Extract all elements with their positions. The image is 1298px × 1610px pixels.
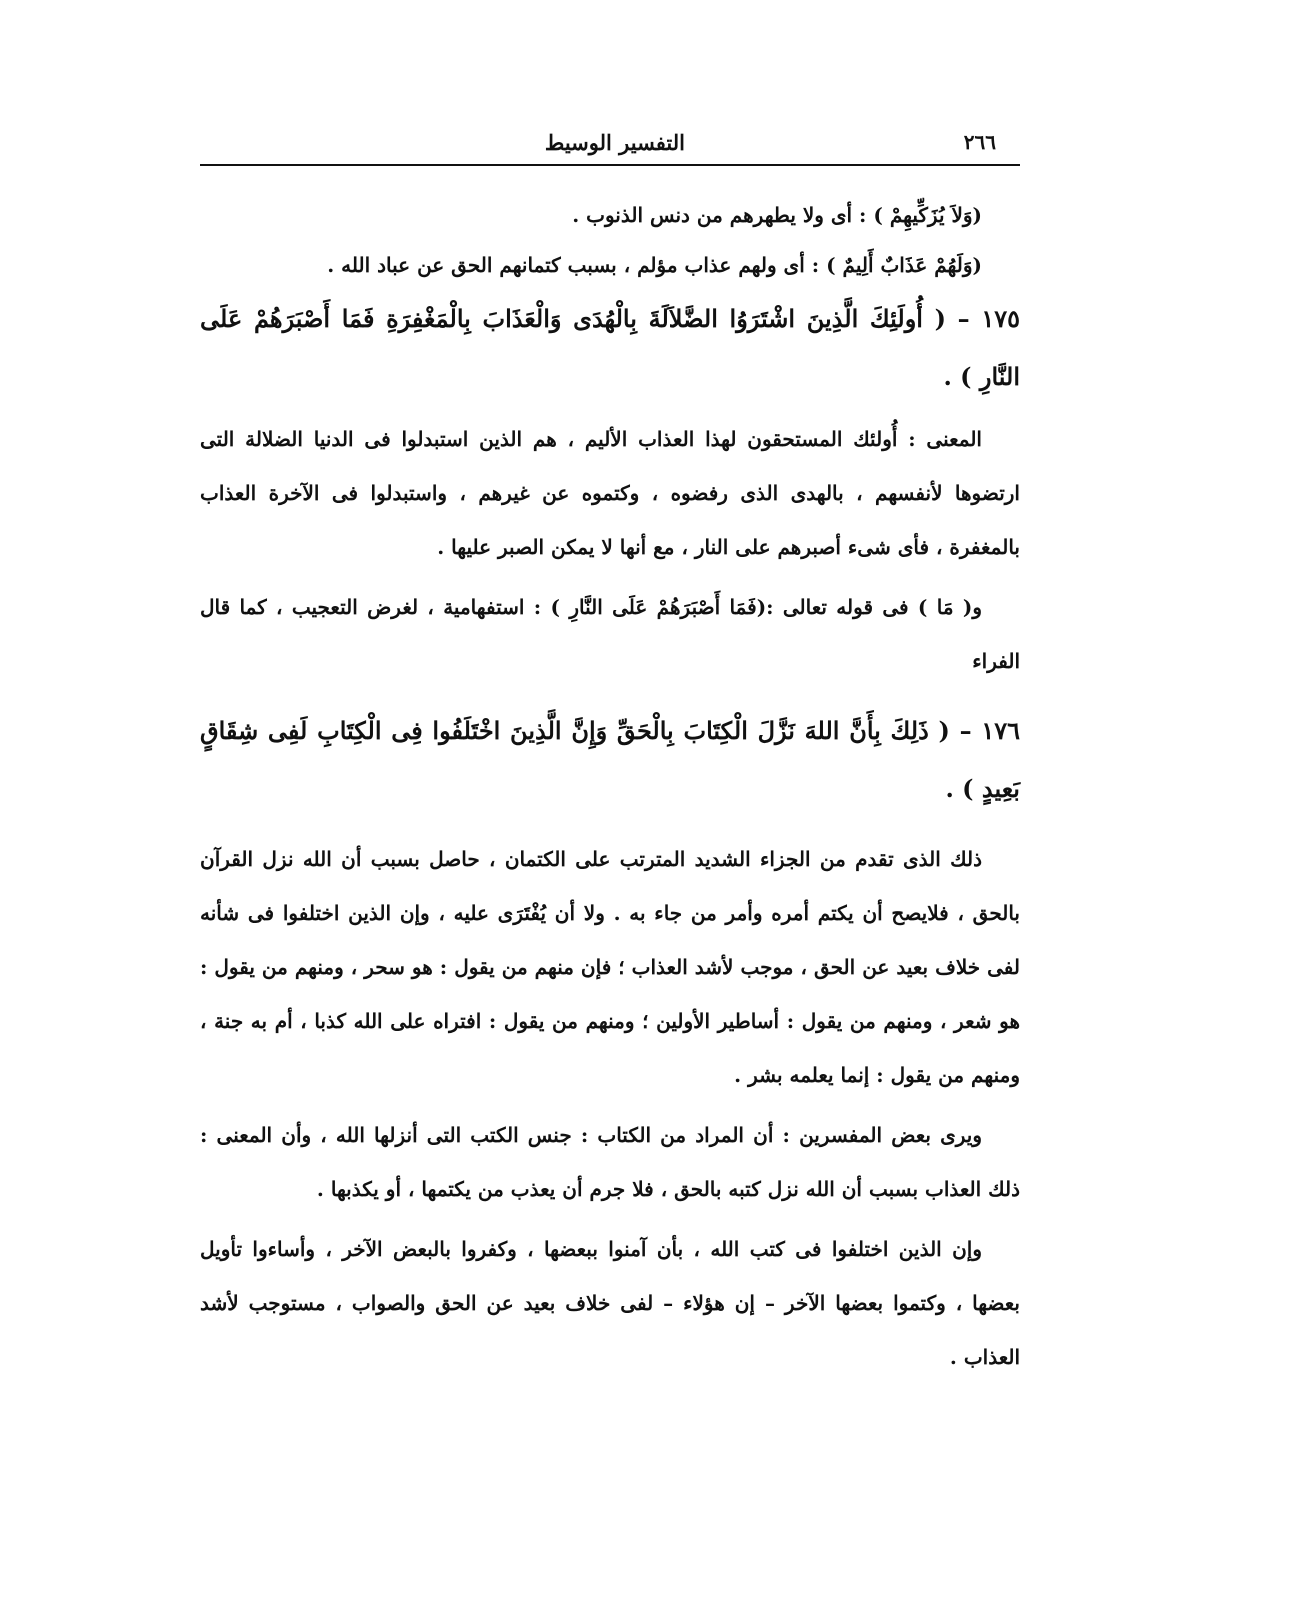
running-title: التفسير الوسيط	[544, 130, 685, 155]
header-rule	[200, 164, 1020, 166]
paragraph-grammar-note: و( مَا ) فى قوله تعالى :(فَمَا أَصْبَرَهُمْ عَلَى النَّارِ ) : استفهامية ، لغرض التعجيب ، كما قال الفراء	[200, 595, 1020, 673]
paragraph-meaning: المعنى : أُولئك المستحقون لهذا العذاب الأليم ، هم الذين استبدلوا فى الدنيا الضلالة التى ارتضوها لأنفسهم ، بالهدى الذى رفضوه ، وكتموه عن غيرهم ، واستبدلوا فى الآخرة العذاب بالمغفرة ، فأى شىء أصبرهم على النار ، مع أنها لا يمكن الصبر عليها .	[200, 427, 1020, 559]
document-page	[200, 120, 1020, 1560]
verse-175: ١٧٥ – ( أُولَئِكَ الَّذِينَ اشْتَرَوُا الضَّلاَلَةَ بِالْهُدَى وَالْعَذَابَ بِالْمَغْفِرَةِ فَمَا أَصْبَرَهُمْ عَلَى النَّارِ ) .	[200, 304, 1020, 391]
paragraph-explanation: ذلك الذى تقدم من الجزاء الشديد المترتب على الكتمان ، حاصل بسبب أن الله نزل القرآن بالحق ، فلايصح أن يكتم أمره وأمر من جاء به . ولا أن يُفْتَرَى عليه ، وإن الذين اختلفوا فى شأنه لفى خلاف بعيد عن الحق ، موجب لأشد العذاب ؛ فإن منهم من يقول : هو سحر ، ومنهم من يقول : هو شعر ، ومنهم من يقول : أساطير الأولين ؛ ومنهم من يقول : افتراه على الله كذبا ، أم به جنة ، ومنهم من يقول : إنما يعلمه بشر .	[200, 847, 1020, 1087]
gloss-line: (وَلَهُمْ عَذَابٌ أَلِيمٌ ) : أى ولهم عذاب مؤلم ، بسبب كتمانهم الحق عن عباد الله .	[327, 253, 982, 277]
page-header	[200, 120, 1020, 164]
verse-176: ١٧٦ – ( ذَلِكَ بِأَنَّ اللهَ نَزَّلَ الْكِتَابَ بِالْحَقِّ وَإِنَّ الَّذِينَ اخْتَلَفُوا فِى الْكِتَابِ لَفِى شِقَاقٍ بَعِيدٍ ) .	[200, 716, 1020, 803]
paragraph-conclusion: وإن الذين اختلفوا فى كتب الله ، بأن آمنوا ببعضها ، وكفروا بالبعض الآخر ، وأساءوا تأويل بعضها ، وكتموا بعضها الآخر – إن هؤلاء – لفى خلاف بعيد عن الحق والصواب ، مستوجب لأشد العذاب .	[200, 1237, 1020, 1369]
paragraph-commentators: ويرى بعض المفسرين : أن المراد من الكتاب : جنس الكتب التى أنزلها الله ، وأن المعنى : ذلك العذاب بسبب أن الله نزل كتبه بالحق ، فلا جرم أن يعذب من يكتمها ، أو يكذبها .	[200, 1123, 1020, 1201]
page-body	[200, 190, 1020, 1384]
page-number: ٢٦٦	[963, 130, 996, 154]
gloss-line: (وَلاَ يُزَكِّيهِمْ ) : أى ولا يطهرهم من دنس الذنوب .	[572, 203, 982, 227]
